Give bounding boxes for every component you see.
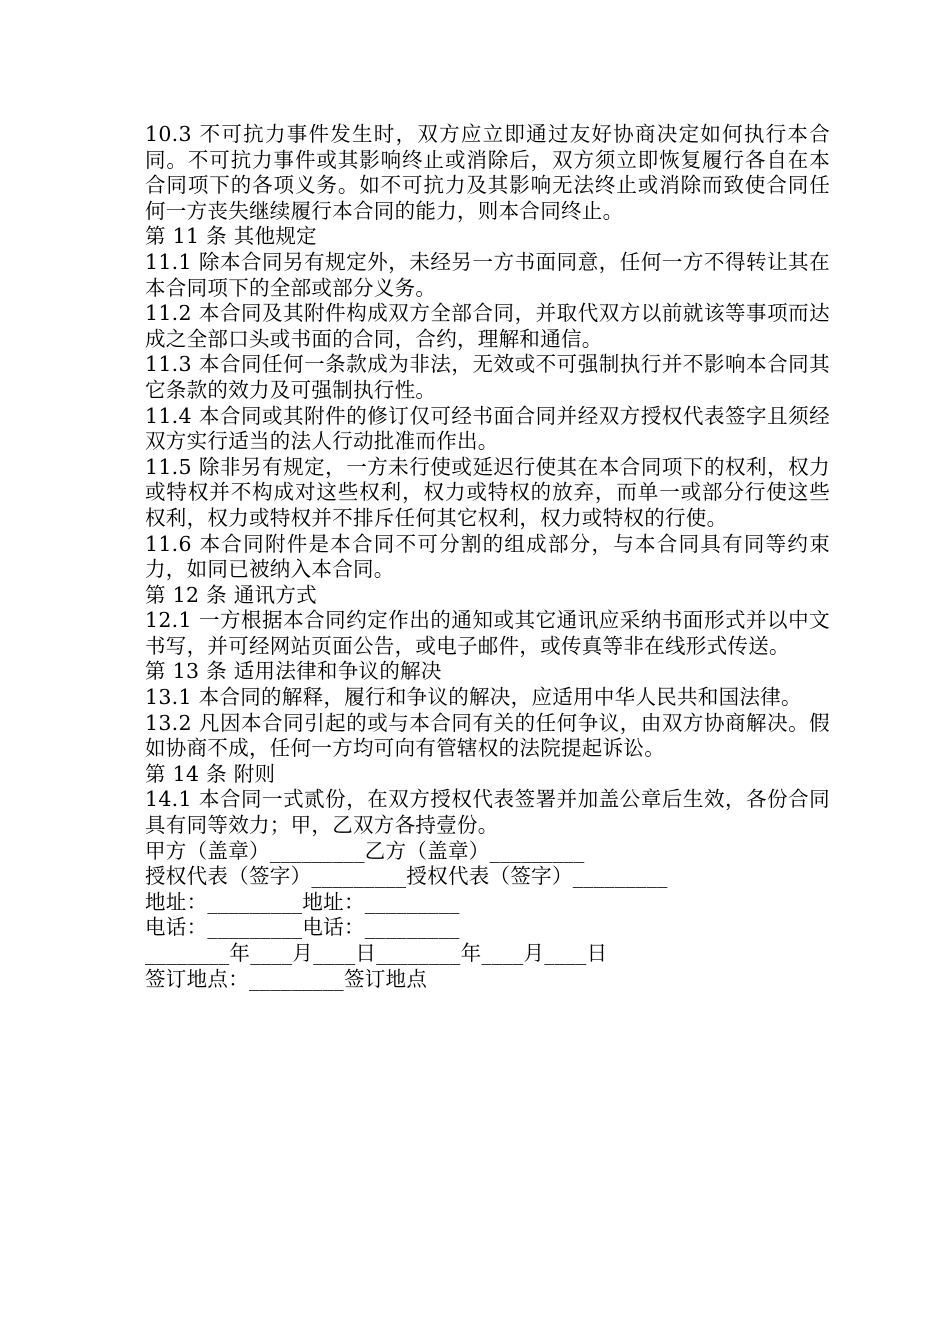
address-line: 地址：_________地址：_________ bbox=[145, 889, 460, 914]
clause-11-6: 11.6 本合同附件是本合同不可分割的组成部分，与本合同具有同等约束力，如同已被纳入本合同。 bbox=[145, 531, 830, 582]
phone-line: 电话：_________电话：_________ bbox=[145, 915, 460, 940]
signature-block bbox=[145, 839, 830, 993]
clause-11-3: 11.3 本合同任何一条款成为非法，无效或不可强制执行并不影响本合同其它条款的效力及可强制执行性。 bbox=[145, 352, 830, 402]
clause-11-1: 11.1 除本合同另有规定外，未经另一方书面同意，任何一方不得转让其在本合同项下的全部或部分义务。 bbox=[145, 249, 830, 300]
clause-13-1: 13.1 本合同的解释，履行和争议的解决，应适用中华人民共和国法律。 bbox=[145, 685, 802, 710]
representative-line: 授权代表（签字）_________授权代表（签字）_________ bbox=[145, 864, 668, 889]
clause-11-5: 11.5 除非另有规定，一方未行使或延迟行使其在本合同项下的权利，权力或特权并不构成对这些权利，权力或特权的放弃，而单一或部分行使这些权利，权力或特权并不排斥任何其它权利，权力或特权的行使。 bbox=[145, 454, 830, 530]
contract-page bbox=[145, 122, 830, 992]
clause-14-1: 14.1 本合同一式贰份，在双方授权代表签署并加盖公章后生效，各份合同具有同等效力；甲，乙双方各持壹份。 bbox=[145, 787, 830, 838]
date-line: ________年____月____日________年____月____日 bbox=[145, 941, 608, 965]
article-12-heading: 第 12 条 通讯方式 bbox=[145, 582, 317, 607]
article-14-heading: 第 14 条 附则 bbox=[145, 761, 276, 786]
clause-10-3: 10.3 不可抗力事件发生时，双方应立即通过友好协商决定如何执行本合同。不可抗力事件或其影响终止或消除后，双方须立即恢复履行各自在本合同项下的各项义务。如不可抗力及其影响无法终止或消除而致使合同任何一方丧失继续履行本合同的能力，则本合同终止。 bbox=[145, 122, 830, 223]
clause-12-1: 12.1 一方根据本合同约定作出的通知或其它通讯应采纳书面形式并以中文书写，并可经网站页面公告，或电子邮件，或传真等非在线形式传送。 bbox=[145, 608, 830, 658]
seal-line: 甲方（盖章）_________乙方（盖章）_________ bbox=[145, 838, 585, 863]
article-11-heading: 第 11 条 其他规定 bbox=[145, 224, 317, 249]
clause-11-2: 11.2 本合同及其附件构成双方全部合同，并取代双方以前就该等事项而达成之全部口头或书面的合同，合约，理解和通信。 bbox=[145, 301, 830, 351]
clause-13-2: 13.2 凡因本合同引起的或与本合同有关的任何争议，由双方协商解决。假如协商不成，任何一方均可向有管辖权的法院提起诉讼。 bbox=[145, 710, 830, 761]
signing-place-line: 签订地点：_________签订地点 bbox=[145, 966, 428, 991]
clause-11-4: 11.4 本合同或其附件的修订仅可经书面合同并经双方授权代表签字且须经双方实行适当的法人行动批准而作出。 bbox=[145, 403, 830, 454]
article-13-heading: 第 13 条 适用法律和争议的解决 bbox=[145, 659, 442, 684]
